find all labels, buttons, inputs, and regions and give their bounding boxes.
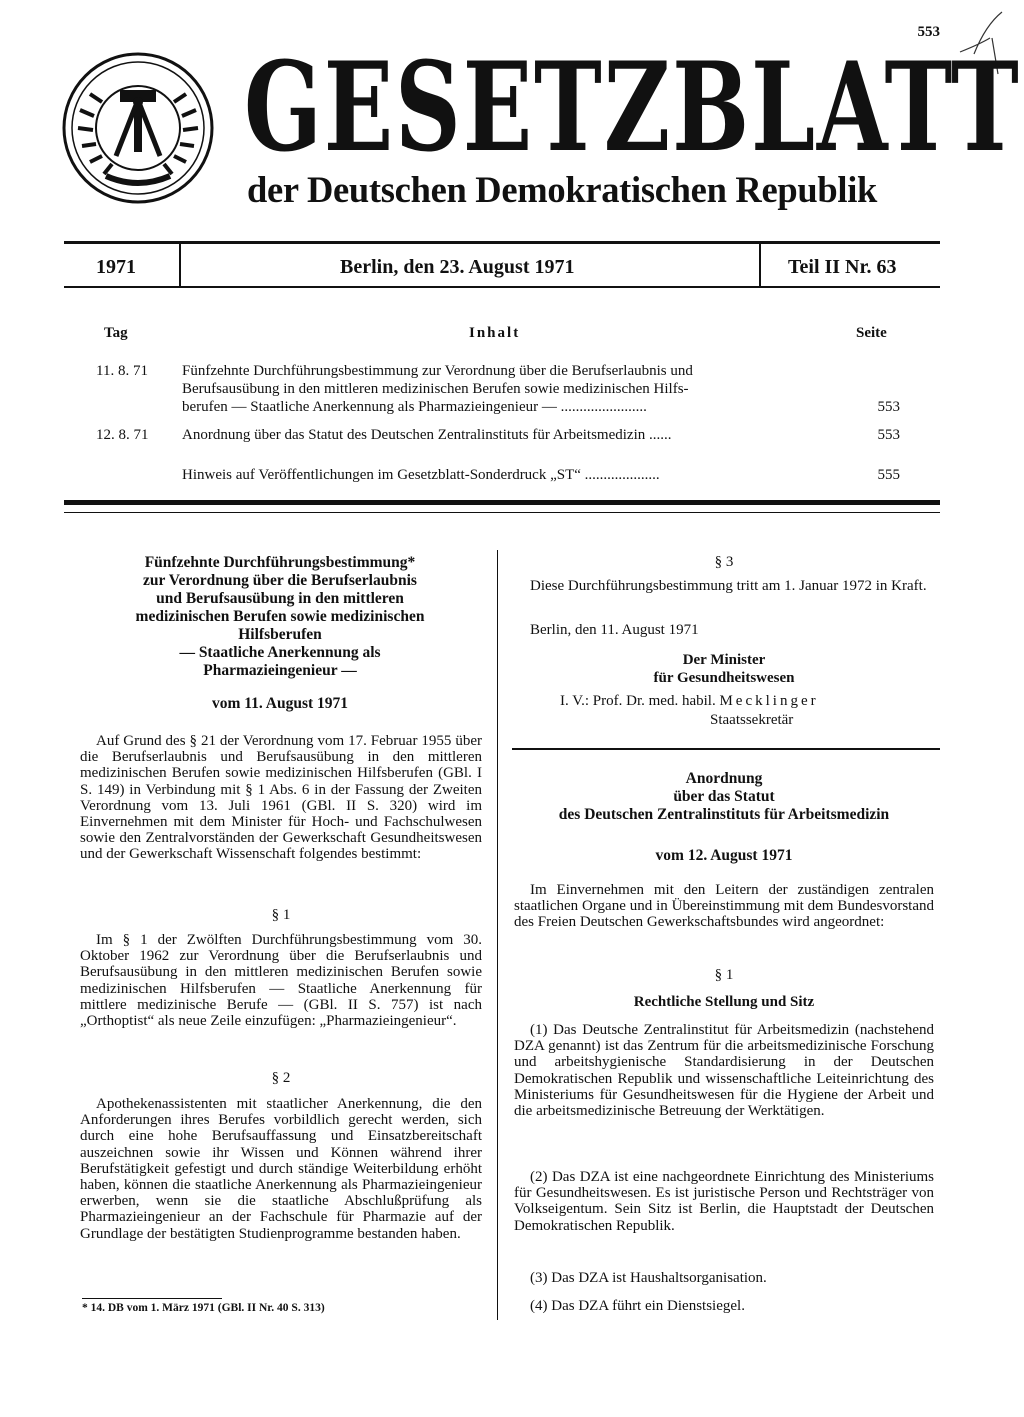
order-paragraph-1: [514, 1022, 934, 1119]
title-line: zur Verordnung über die Berufserlaubnis: [143, 572, 417, 589]
title-line: Fünfzehnte Durchführungsbestimmung*: [144, 554, 416, 571]
toc-entry-line: Fünfzehnte Durchführungsbestimmung zur Verordnung über die Berufserlaubnis und: [182, 363, 693, 379]
order-paragraph-4-text: (4) Das DZA führt ein Dienstsiegel.: [530, 1298, 745, 1314]
issue-bar-bottom-rule: [64, 286, 940, 288]
toc-entry-date: 11. 8. 71: [96, 363, 148, 379]
order-paragraph-4: [514, 1298, 934, 1314]
order-section-1-title: Rechtliche Stellung und Sitz: [633, 994, 815, 1010]
toc-entry-line: Hinweis auf Veröffentlichungen im Gesetzblatt-Sonderdruck „ST“ ....................: [182, 467, 660, 483]
title-line: und Berufsausübung in den mittleren: [156, 590, 404, 607]
signer-title-line: für Gesundheitswesen: [653, 670, 795, 686]
section-2-text: Apothekenassistenten mit staatlicher Anerkennung, die den Anforderungen ihres Berufes vorbildlich gerecht werden, sich durch eine hohe Berufsauffassung und Einsatzbereitschaft auszeichnen sowie ihr Wissen und Können während ihrer Berufstätigkeit gefestigt und durch ständige Weiterbildung erhöht haben, können die staatliche Anerkennung als Pharmazieingenieur erwerben, wenn sie die staatliche Abschlußprüfung als Pharmazieingenieur an der Fachschule für Pharmazie auf der Grundlage der bestätigten Studienprogramme bestanden haben.: [80, 1096, 482, 1242]
signer-title: [514, 651, 934, 687]
section-2-heading: § 2: [271, 1070, 291, 1086]
order-paragraph-3-text: (3) Das DZA ist Haushaltsorganisation.: [530, 1270, 767, 1286]
signer-prefix: I. V.: Prof. Dr. med. habil.: [560, 693, 716, 709]
contents-bottom-thin-rule: [64, 512, 940, 513]
subtitle-line: — Staatliche Anerkennung als: [179, 644, 381, 661]
order-paragraph-2-text: (2) Das DZA ist eine nachgeordnete Einrichtung des Ministeriums für Gesundheitswesen. Es ist juristische Person und Rechtsträger von Volkseigentum. Sein Sitz ist Berlin, die Hauptstadt der Deutschen Demokratischen Republik.: [514, 1169, 934, 1234]
issue-place-date: Berlin, den 23. August 1971: [340, 256, 575, 278]
footnote-rule: [82, 1298, 222, 1299]
signing-place-date-text: Berlin, den 11. August 1971: [530, 622, 699, 638]
signer-line: [560, 693, 819, 710]
title-line: Hilfsberufen: [238, 626, 322, 643]
footnote: * 14. DB vom 1. März 1971 (GBl. II Nr. 40 S. 313): [82, 1302, 325, 1314]
issue-bar-divider: [179, 244, 181, 286]
order-preamble-text: Im Einvernehmen mit den Leitern der zuständigen zentralen staatlichen Organe und in Übereinstimmung mit dem Bundesvorstand des Freien Deutschen Gewerkschaftsbundes wird angeordnet:: [514, 882, 934, 931]
preamble: [80, 733, 482, 863]
ordinance-date: vom 11. August 1971: [211, 695, 349, 712]
toc-header-page: Seite: [856, 325, 887, 341]
page-number: 553: [917, 24, 940, 40]
order-title-line: Anordnung: [685, 770, 763, 787]
toc-entry-line: Berufsausübung in den mittleren medizinischen Berufen sowie medizinischen Hilfs-: [182, 381, 689, 397]
order-paragraph-3: [514, 1270, 934, 1286]
section-3: [514, 578, 934, 594]
order-title-line: des Deutschen Zentralinstituts für Arbeitsmedizin: [558, 806, 890, 823]
order-section-1-heading: § 1: [714, 967, 734, 983]
signing-place-date: [514, 622, 934, 638]
toc-header-contents: Inhalt: [469, 325, 521, 341]
issue-part: Teil II Nr. 63: [788, 256, 897, 278]
subtitle-line: Pharmazieingenieur —: [203, 662, 357, 679]
toc-entry-line: Anordnung über das Statut des Deutschen Zentralinstituts für Arbeitsmedizin ......: [182, 427, 672, 443]
toc-entry-page: 553: [877, 399, 900, 415]
order-title-line: über das Statut: [673, 788, 775, 805]
title-line: medizinischen Berufen sowie medizinischen: [135, 608, 425, 625]
ordinance-title: [80, 554, 480, 644]
toc-header-day: Tag: [104, 325, 128, 341]
section-1: [80, 932, 482, 1029]
section-3-heading: § 3: [714, 554, 734, 570]
toc-entry-date: 12. 8. 71: [96, 427, 149, 443]
issue-bar-top-rule: [64, 241, 940, 244]
section-1-text: Im § 1 der Zwölften Durchführungsbestimmung vom 30. Oktober 1962 zur Verordnung über die Berufserlaubnis und Berufsausübung in den mittleren medizinischen Berufen sowie medizinischen Hilfsberufen — Staatliche Anerkennung für mittlere medizinische Berufe — (GBl. II S. 757) ist nach „Orthoptist“ als neue Zeile einzufügen: „Pharmazieingenieur“.: [80, 932, 482, 1030]
ordinance-subtitle: [80, 644, 480, 680]
toc-entry-page: 553: [877, 427, 900, 443]
masthead-title: GESETZBLATT: [244, 36, 1021, 180]
preamble-text: Auf Grund des § 21 der Verordnung vom 17. Februar 1955 über die Berufserlaubnis und Berufsausübung in den mittleren medizinischen Berufen sowie medizinischen Hilfsberufen (GBl. I S. 149) in Verbindung mit § 1 Abs. 6 in der Fassung der Zweiten Verordnung vom 13. Juli 1961 (GBl. II S. 320) wird im Einvernehmen mit dem Minister für Hoch- und Fachschulwesen sowie den Zentralvorständen der Gewerkschaft Gesundheitswesen und der Gewerkschaft Wissenschaft folgendes bestimmt:: [80, 733, 482, 863]
column-divider: [497, 550, 498, 1320]
section-1-heading: § 1: [271, 907, 291, 923]
masthead-subtitle: der Deutschen Demokratischen Republik: [247, 169, 878, 210]
order-paragraph-1-text: (1) Das Deutsche Zentralinstitut für Arbeitsmedizin (nachstehend DZA genannt) ist das Zentrum für die arbeitsmedizinische Forschung und arbeitshygienische Standardisierung in der Deutschen Demokratischen Republik und wissenschaftliche Leiteinrichtung des Ministeriums für Gesundheitswesen für die Hygiene der Arbeit und die arbeitsmedizinische Betreuung der Werktätigen.: [514, 1022, 934, 1120]
contents-bottom-rule: [64, 500, 940, 505]
order-paragraph-2: [514, 1169, 934, 1234]
issue-year: 1971: [96, 256, 136, 278]
section-2: [80, 1096, 482, 1242]
signer-title-line: Der Minister: [682, 652, 766, 668]
state-emblem-icon: [60, 50, 216, 206]
issue-bar-divider: [759, 244, 761, 286]
order-date: vom 12. August 1971: [655, 847, 793, 864]
toc-entry-line: berufen — Staatliche Anerkennung als Pharmazieingenieur — .......................: [182, 399, 647, 415]
signer-name: Mecklinger: [719, 693, 819, 709]
order-preamble: [514, 882, 934, 931]
section-separator-rule: [512, 748, 940, 750]
order-title: [514, 770, 934, 824]
toc-entry-page: 555: [877, 467, 900, 483]
section-3-text: Diese Durchführungsbestimmung tritt am 1. Januar 1972 in Kraft.: [530, 578, 927, 594]
signer-role: Staatssekretär: [710, 712, 794, 728]
